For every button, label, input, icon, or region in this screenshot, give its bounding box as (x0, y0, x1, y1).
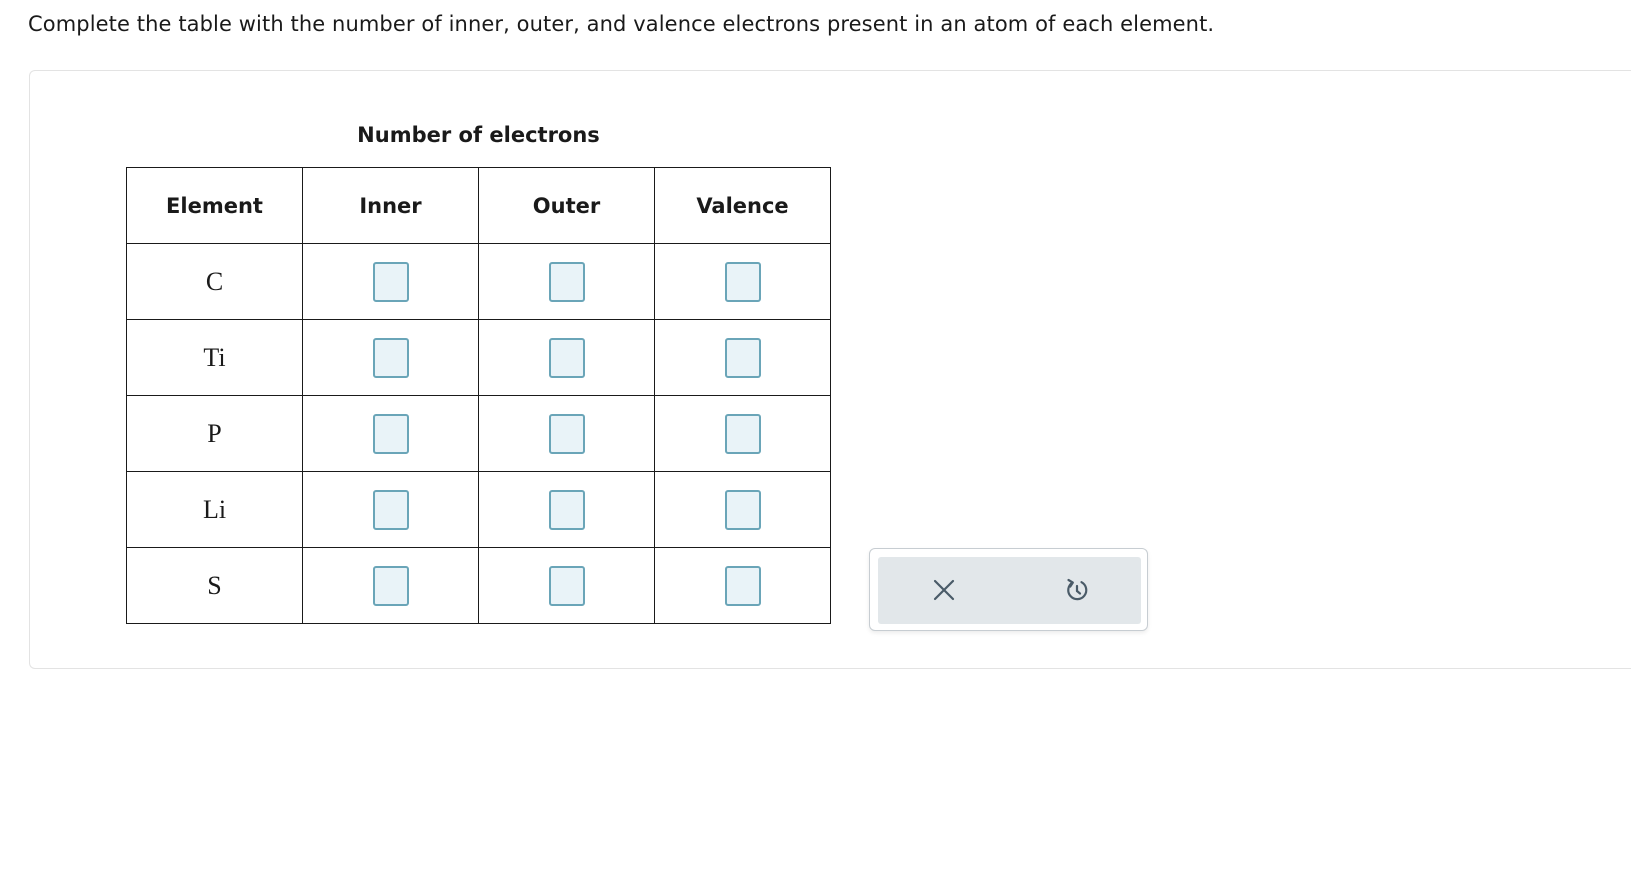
header-outer: Outer (479, 168, 655, 244)
header-valence: Valence (655, 168, 831, 244)
valence-input-ti[interactable] (725, 338, 761, 378)
valence-input-li[interactable] (725, 490, 761, 530)
outer-input-c[interactable] (549, 262, 585, 302)
element-symbol: P (127, 396, 303, 472)
clear-button[interactable] (928, 574, 960, 606)
header-inner: Inner (303, 168, 479, 244)
question-prompt: Complete the table with the number of inner, outer, and valence electrons present in an atom of each element. (28, 12, 1215, 36)
outer-input-li[interactable] (549, 490, 585, 530)
inner-input-li[interactable] (373, 490, 409, 530)
valence-input-p[interactable] (725, 414, 761, 454)
outer-input-p[interactable] (549, 414, 585, 454)
element-symbol: Li (127, 472, 303, 548)
table-row (127, 548, 831, 624)
outer-input-ti[interactable] (549, 338, 585, 378)
electrons-table (126, 167, 831, 624)
undo-button[interactable] (1061, 574, 1093, 606)
table-row (127, 396, 831, 472)
inner-input-ti[interactable] (373, 338, 409, 378)
inner-input-s[interactable] (373, 566, 409, 606)
header-row (127, 168, 831, 244)
answer-tools (869, 548, 1148, 631)
element-symbol: S (127, 548, 303, 624)
answer-tools-bar (878, 557, 1141, 624)
element-symbol: Ti (127, 320, 303, 396)
table-row (127, 472, 831, 548)
valence-input-s[interactable] (725, 566, 761, 606)
valence-input-c[interactable] (725, 262, 761, 302)
close-icon (933, 579, 955, 601)
element-symbol: C (127, 244, 303, 320)
undo-icon (1064, 577, 1090, 603)
outer-input-s[interactable] (549, 566, 585, 606)
inner-input-p[interactable] (373, 414, 409, 454)
header-element: Element (127, 168, 303, 244)
table-caption: Number of electrons (357, 123, 600, 147)
table-row (127, 320, 831, 396)
table-row (127, 244, 831, 320)
inner-input-c[interactable] (373, 262, 409, 302)
